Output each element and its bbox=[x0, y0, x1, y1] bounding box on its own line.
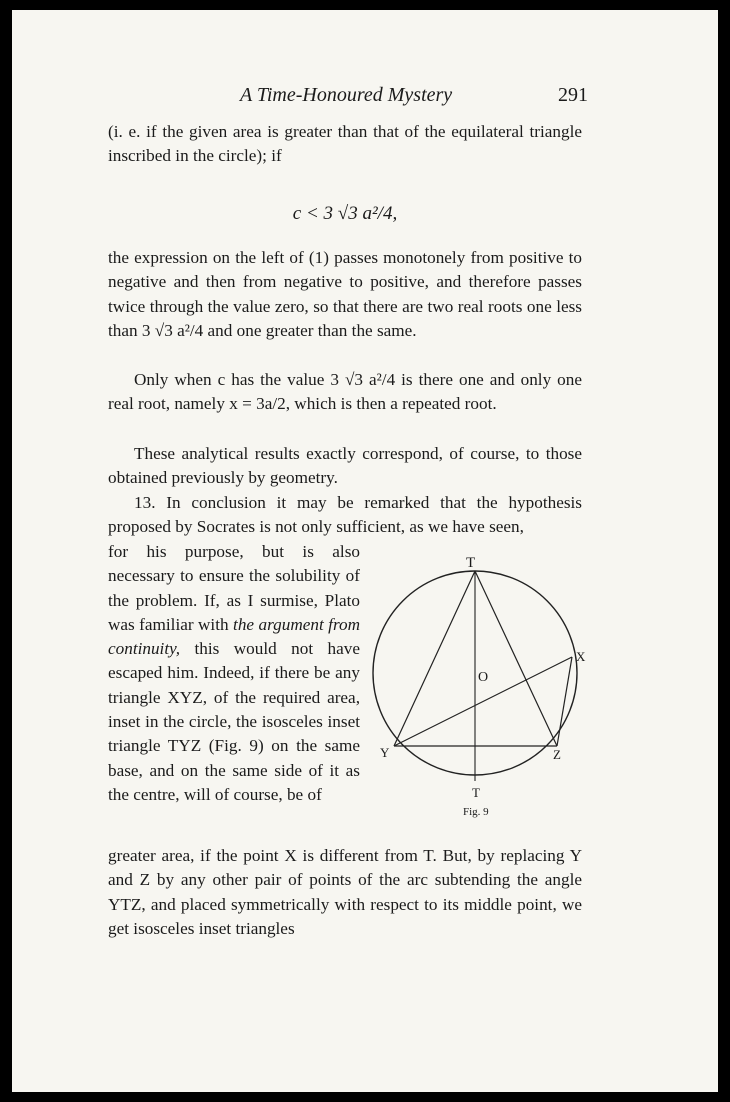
label-z: Z bbox=[553, 747, 561, 762]
wrap-text-b: this would not have escaped him. Indeed, if there be any triangle XYZ, of the required area, inset in the circle, the isosceles inset triangle TYZ (Fig. 9) on the same base, and on the same side of it as the centre, will of course, be of bbox=[108, 639, 360, 804]
page-header bbox=[12, 84, 718, 114]
side-xz bbox=[557, 657, 572, 746]
paragraph-repeated-root: Only when c has the value 3 √3 a²/4 is there one and only one real root, namely x = 3a/2, which is then a repeated root. bbox=[108, 370, 582, 414]
book-page bbox=[12, 10, 718, 1092]
side-tz bbox=[475, 571, 557, 746]
paragraph-section-13-wrap bbox=[108, 540, 360, 807]
inequality-formula: c < 3 √3 a²/4, bbox=[292, 203, 398, 224]
paragraph-analytical-results: These analytical results exactly correspond, of course, to those obtained previously by geometry. bbox=[108, 444, 582, 488]
label-bottom-t: T bbox=[472, 785, 480, 800]
italic-argument-phrase: the argument from continuity, bbox=[108, 614, 361, 659]
figure-caption: Fig. 9 bbox=[463, 806, 489, 818]
paragraph-equilateral-condition: (i. e. if the given area is greater than that of the equilateral triangle inscribed in the circle); if bbox=[108, 122, 582, 166]
running-title: A Time-Honoured Mystery bbox=[240, 84, 453, 106]
label-top-t: T bbox=[466, 555, 476, 571]
figure-9-svg bbox=[352, 545, 592, 825]
paragraph-monotone-expression: the expression on the left of (1) passes monotonely from positive to negative and then from negative to positive, and therefore passes twice through the value zero, so that there are two real roots one less than 3 √3 a²/4 and one greater than the same. bbox=[108, 248, 582, 340]
label-x: X bbox=[576, 649, 586, 664]
page-number: 291 bbox=[558, 84, 588, 106]
label-center-o: O bbox=[478, 670, 489, 685]
wrap-text-a: for his purpose, but is also necessary to ensure the solubility of the problem. If, as I surmise, Plato was familiar with bbox=[108, 542, 360, 634]
label-y: Y bbox=[380, 745, 390, 760]
paragraph-section-13-intro: 13. In conclusion it may be remarked that the hypothesis proposed by Socrates is not only sufficient, as we have seen, bbox=[108, 493, 582, 537]
figure-9-diagram bbox=[352, 545, 592, 825]
paragraph-section-13-continued: greater area, if the point X is different from T. But, by replacing Y and Z by any other pair of points of the arc subtending the angle YTZ, and placed symmetrically with respect to its middle point, we get isosceles inset triangles bbox=[108, 846, 582, 938]
